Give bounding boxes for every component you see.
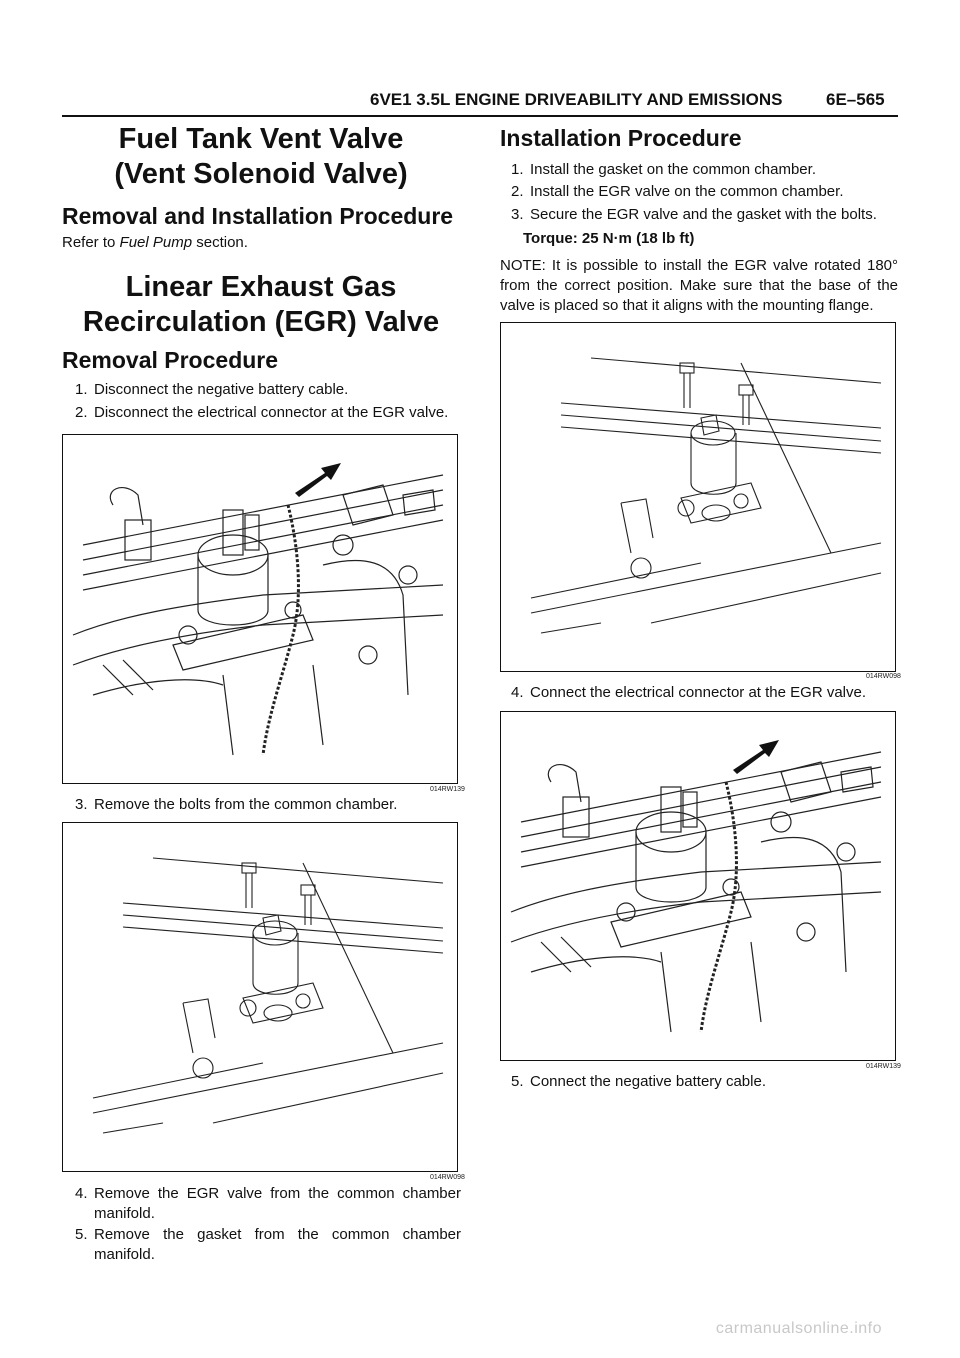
section-title-egr-valve: Linear Exhaust Gas Recirculation (EGR) Valve xyxy=(82,271,440,338)
torque-spec: Torque: 25 N·m (18 lb ft) xyxy=(523,230,695,247)
subheading-removal-installation: Removal and Installation Procedure xyxy=(62,203,454,229)
egr-valve-install-illustration xyxy=(501,323,894,670)
subheading-removal: Removal Procedure xyxy=(62,347,279,373)
figure-code: 014RW098 xyxy=(430,1174,465,1181)
running-header-title: 6VE1 3.5L ENGINE DRIVEABILITY AND EMISSIONS xyxy=(370,90,783,109)
refer-text: Refer to Fuel Pump section. xyxy=(62,234,248,251)
figure-code: 014RW139 xyxy=(866,1063,901,1070)
egr-valve-bolts-illustration xyxy=(63,823,456,1170)
figure-egr-installation xyxy=(500,322,896,672)
egr-valve-illustration xyxy=(63,435,456,782)
note-text: NOTE: It is possible to install the EGR valve rotated 180° from the correct position. Make sure that the base of the valve is placed so that it aligns with the mounting flange. xyxy=(500,257,898,314)
subheading-installation: Installation Procedure xyxy=(500,125,742,151)
header-rule xyxy=(62,115,898,117)
watermark: carmanualsonline.info xyxy=(715,1320,882,1337)
figure-code: 014RW098 xyxy=(866,673,901,680)
figure-egr-bolts-removal xyxy=(62,822,458,1172)
figure-egr-connector-installation xyxy=(500,711,896,1061)
section-title-vent-valve: Fuel Tank Vent Valve (Vent Solenoid Valve) xyxy=(114,123,408,190)
figure-code: 014RW139 xyxy=(430,786,465,793)
figure-egr-connector-removal xyxy=(62,434,458,784)
egr-valve-connector-illustration xyxy=(501,712,894,1059)
fuel-pump-reference: Fuel Pump xyxy=(119,234,193,251)
page-number: 6E–565 xyxy=(826,90,885,109)
